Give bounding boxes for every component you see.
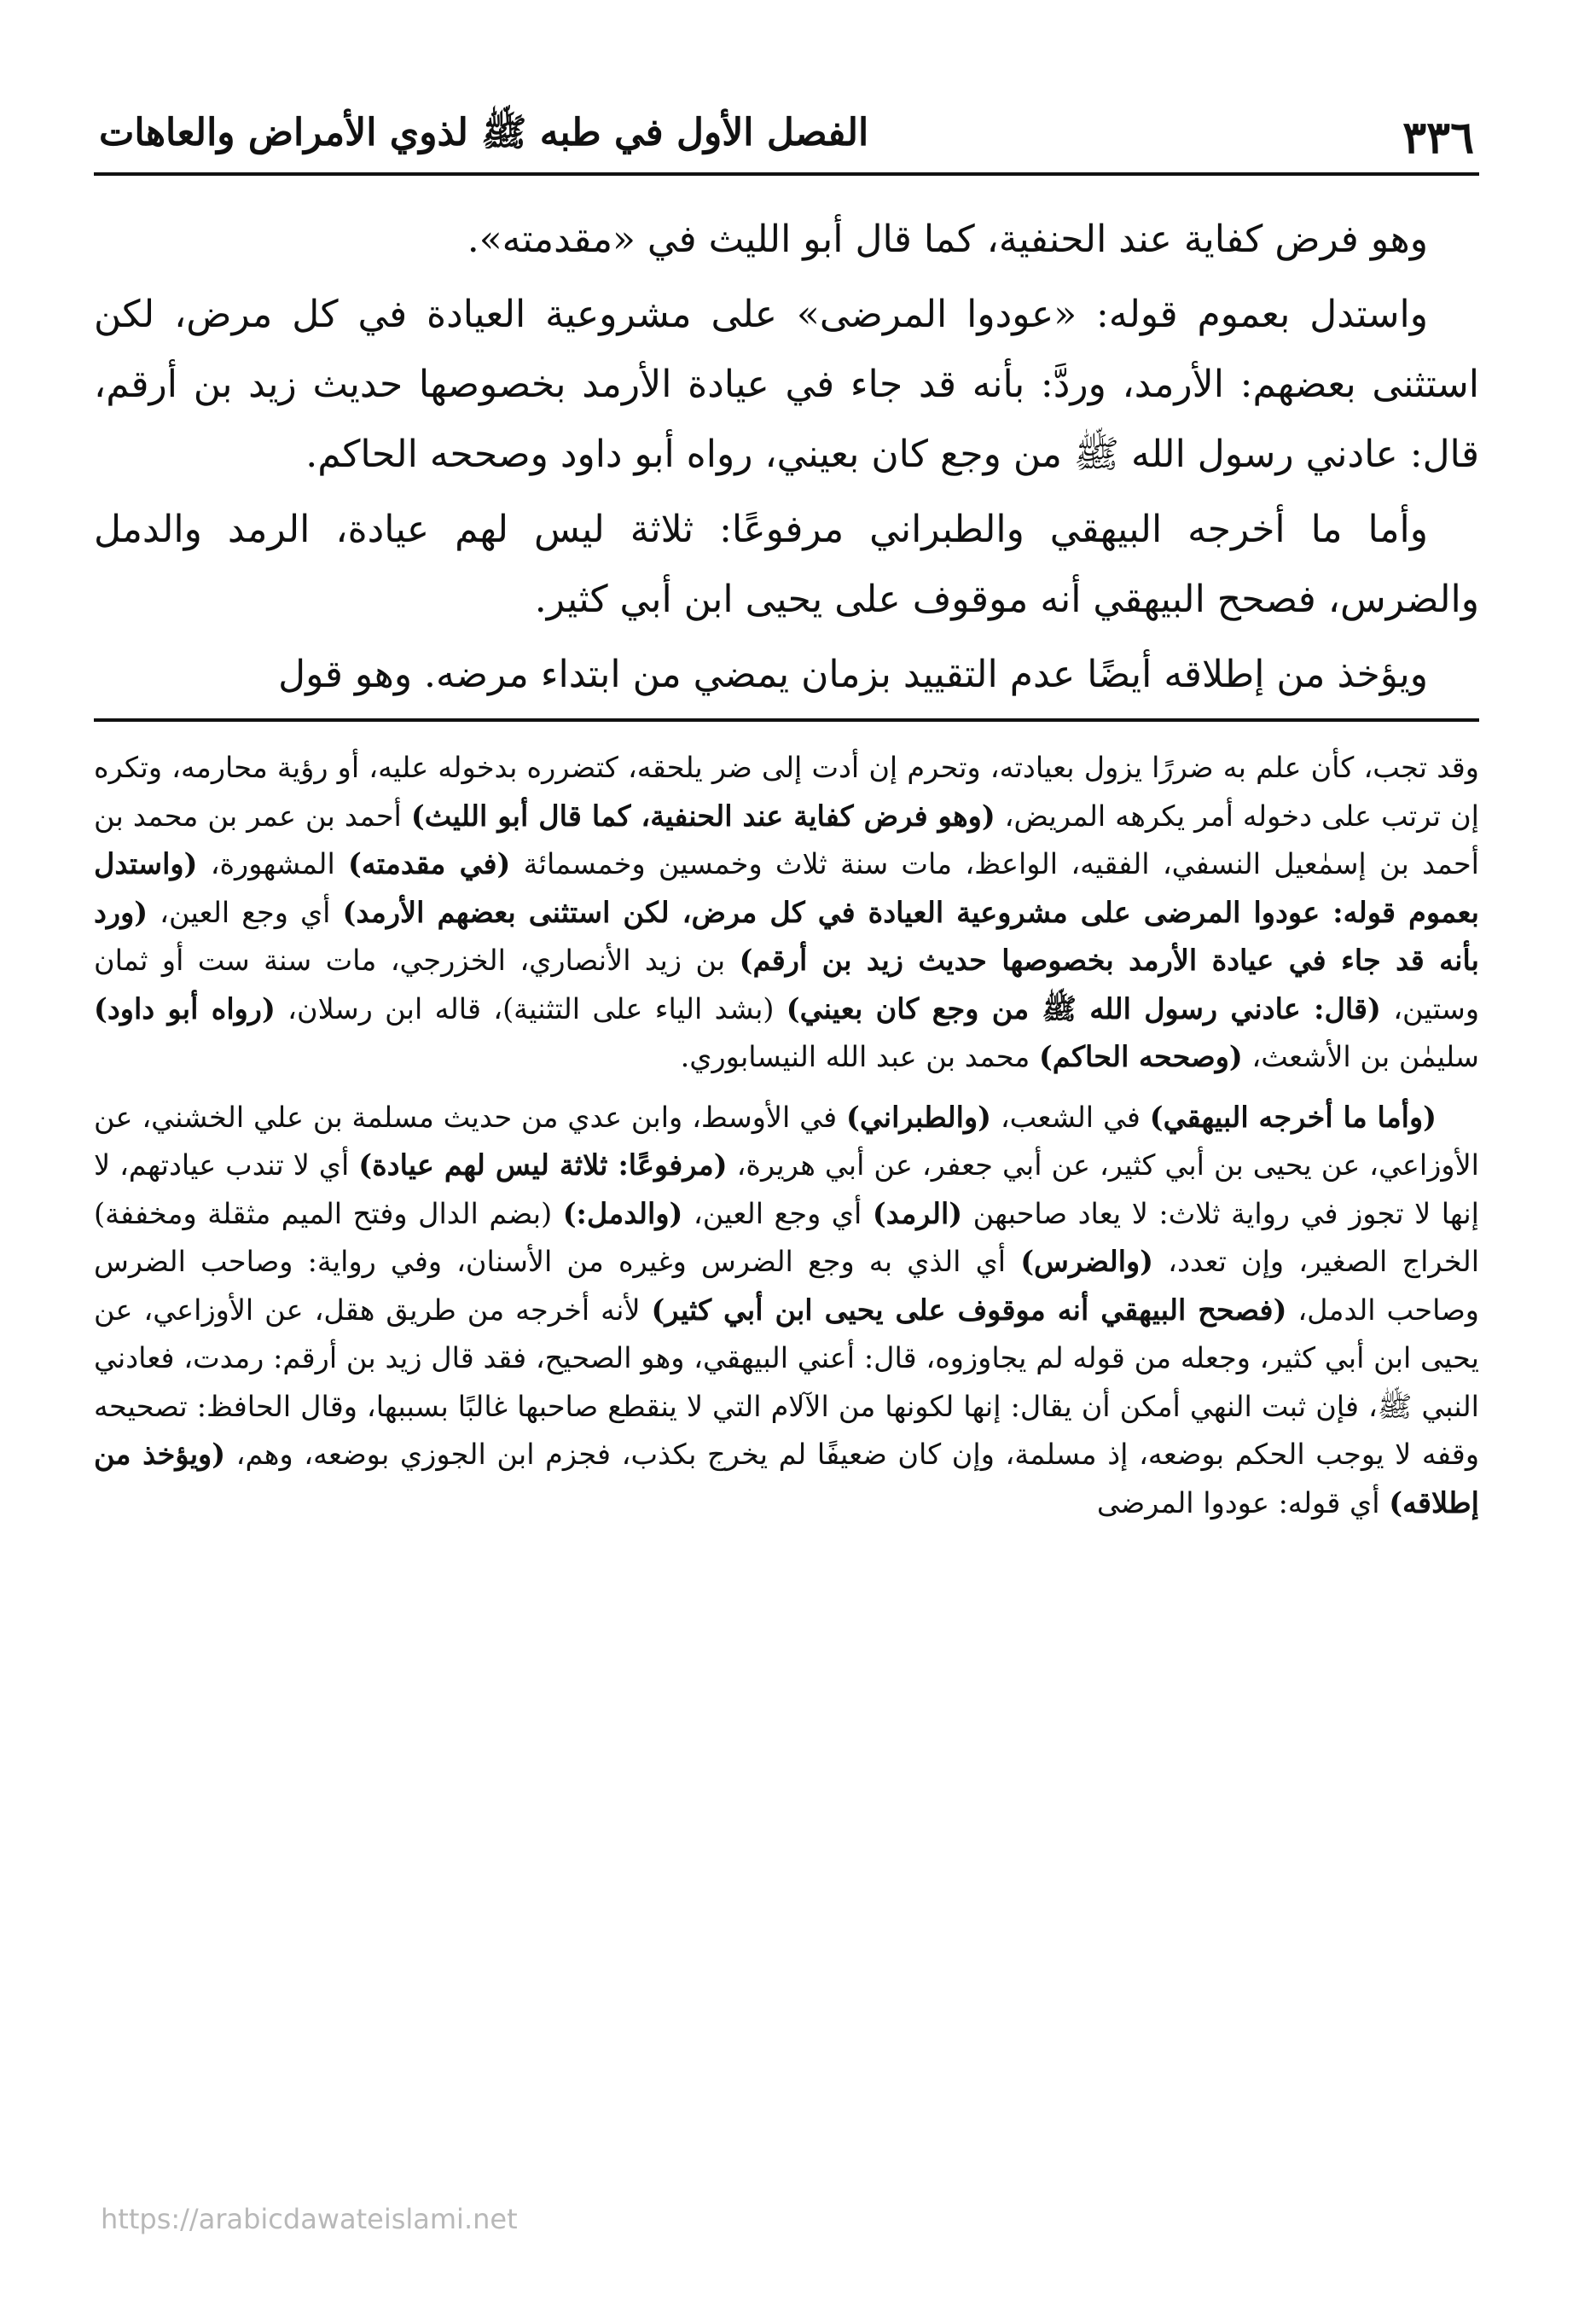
website-watermark: https://arabicdawateislami.net: [101, 2203, 518, 2235]
commentary-text: بن زيد الأنصاري، الخزرجي، مات سنة ست أو ثمان وستين،: [94, 944, 1480, 1025]
main-paragraph: ويؤخذ من إطلاقه أيضًا عدم التقييد بزمان يمضي من ابتداء مرضه. وهو قول: [278, 653, 1428, 696]
commentary-text: وقد تجب، كأن علم به ضررًا يزول بعيادته، وتحرم إن أدت إلى ضر يلحقه، كتضرره بدخوله عليه، أو رؤية محارمه، وتكره إن ترتب على دخوله أمر يكرهه المريض،: [94, 751, 1479, 833]
main-text: [94, 205, 1479, 710]
commentary-text: (بشد الياء على التثنية)، قاله ابن رسلان،: [275, 991, 786, 1025]
quoted-matn: (قال: عادني رسول الله ﷺ من وجع كان بعيني): [786, 991, 1381, 1025]
quoted-matn: (والضرس): [1020, 1245, 1154, 1278]
page-number: ٣٣٦: [1402, 112, 1474, 164]
running-title: الفصل الأول في طبه ﷺ لذوي الأمراض والعاهات: [99, 111, 869, 154]
commentary-text: أي الذي به وجع الضرس وغيره من الأسنان، وفي رواية: وصاحب الضرس وصاحب الدمل،: [94, 1245, 1479, 1327]
quoted-matn: (رواه أبو داود): [94, 991, 276, 1025]
commentary-text: في الأوسط، وابن عدي من حديث مسلمة بن علي الخشني، عن الأوزاعي، عن يحيى بن أبي كثير، عن أبي جعفر، عن أبي هريرة،: [94, 1100, 1479, 1182]
page-header: [94, 102, 1479, 176]
main-paragraph: وأما ما أخرجه البيهقي والطبراني مرفوعًا: ثلاثة ليس لهم عيادة، الرمد والدمل والضرس، فصحح البيهقي أنه موقوف على يحيى ابن أبي كثير.: [94, 508, 1479, 621]
quoted-matn: (فصحح البيهقي أنه موقوف على يحيى ابن أبي كثير): [651, 1293, 1287, 1327]
quoted-matn: (ويؤخذ من إطلاقه): [94, 1438, 1479, 1519]
quoted-matn: (والطبراني): [845, 1100, 991, 1134]
page: [94, 102, 1479, 2230]
quoted-matn: (في مقدمته): [348, 847, 511, 880]
commentary-text: المشهورة،: [197, 847, 348, 880]
commentary-text: محمد بن عبد الله النيسابوري.: [680, 1040, 1039, 1073]
commentary-paragraph: [94, 744, 1479, 1082]
commentary-text: أي لا تندب عيادتهم، لا إنها لا تجوز في رواية ثلاث: لا يعاد صاحبهن: [94, 1148, 1479, 1230]
main-paragraph: واستدل بعموم قوله: «عودوا المرضى» على مشروعية العيادة في كل مرض، لكن استثنى بعضهم: الأرمد، وردَّ: بأنه قد جاء في عيادة الأرمد بخصوصها حديث زيد بن أرقم، قال: عادني رسول الله ﷺ من وجع كان بعيني، رواه أبو داود وصححه الحاكم.: [94, 293, 1479, 476]
quoted-matn: (وصححه الحاكم): [1038, 1040, 1243, 1073]
commentary-text: أي وجع العين،: [148, 895, 343, 929]
commentary-text: (بضم الدال وفتح الميم مثقلة ومخففة) الخراج الصغير، وإن تعدد،: [94, 1196, 1479, 1278]
quoted-matn: (وأما ما أخرجه البيهقي): [1149, 1100, 1437, 1134]
commentary-text: أي وجع العين،: [682, 1196, 873, 1230]
commentary-text: أحمد بن عمر بن محمد بن أحمد بن إسمٰعيل النسفي، الفقيه، الواعظ، مات سنة ثلاث وخمسين وخمسمائة: [94, 799, 1479, 880]
quoted-matn: (ورد بأنه قد جاء في عيادة الأرمد بخصوصها حديث زيد بن أرقم): [94, 895, 1479, 977]
commentary-text: لأنه أخرجه من طريق هقل، عن الأوزاعي، عن يحيى ابن أبي كثير، وجعله من قوله لم يجاوزوه، قال: أعني البيهقي، وهو الصحيح، فقد قال زيد بن أرقم: رمدت، فعادني النبي ﷺ، فإن ثبت النهي أمكن أن يقال: إنها لكونها من الآلام التي لا ينقطع صاحبها غالبًا بسببها، وقال الحافظ: تصحيحه وقفه لا يوجب الحكم بوضعه، إذ مسلمة، وإن كان ضعيفًا لم يخرج بكذب، فجزم ابن الجوزي بوضعه، وهم،: [94, 1293, 1479, 1471]
commentary-text: سليمٰن بن الأشعث،: [1242, 1040, 1479, 1073]
quoted-matn: (وهو فرض كفاية عند الحنفية، كما قال أبو الليث): [410, 799, 995, 833]
commentary-text: أي قوله: عودوا المرضى: [1096, 1485, 1390, 1519]
quoted-matn: (واستدل بعموم قوله: عودوا المرضى على مشروعية العيادة في كل مرض، لكن استثنى بعضهم الأرمد): [94, 847, 1479, 929]
quoted-matn: (مرفوعًا: ثلاثة ليس لهم عيادة): [358, 1148, 728, 1182]
commentary: [94, 744, 1479, 1527]
footnote-divider: [94, 718, 1479, 722]
quoted-matn: (والدمل:): [562, 1196, 683, 1230]
commentary-paragraph: [94, 1094, 1479, 1528]
main-paragraph: وهو فرض كفاية عند الحنفية، كما قال أبو الليث في «مقدمته».: [467, 218, 1428, 261]
quoted-matn: (الرمد): [872, 1196, 963, 1230]
commentary-text: في الشعب،: [991, 1100, 1150, 1134]
